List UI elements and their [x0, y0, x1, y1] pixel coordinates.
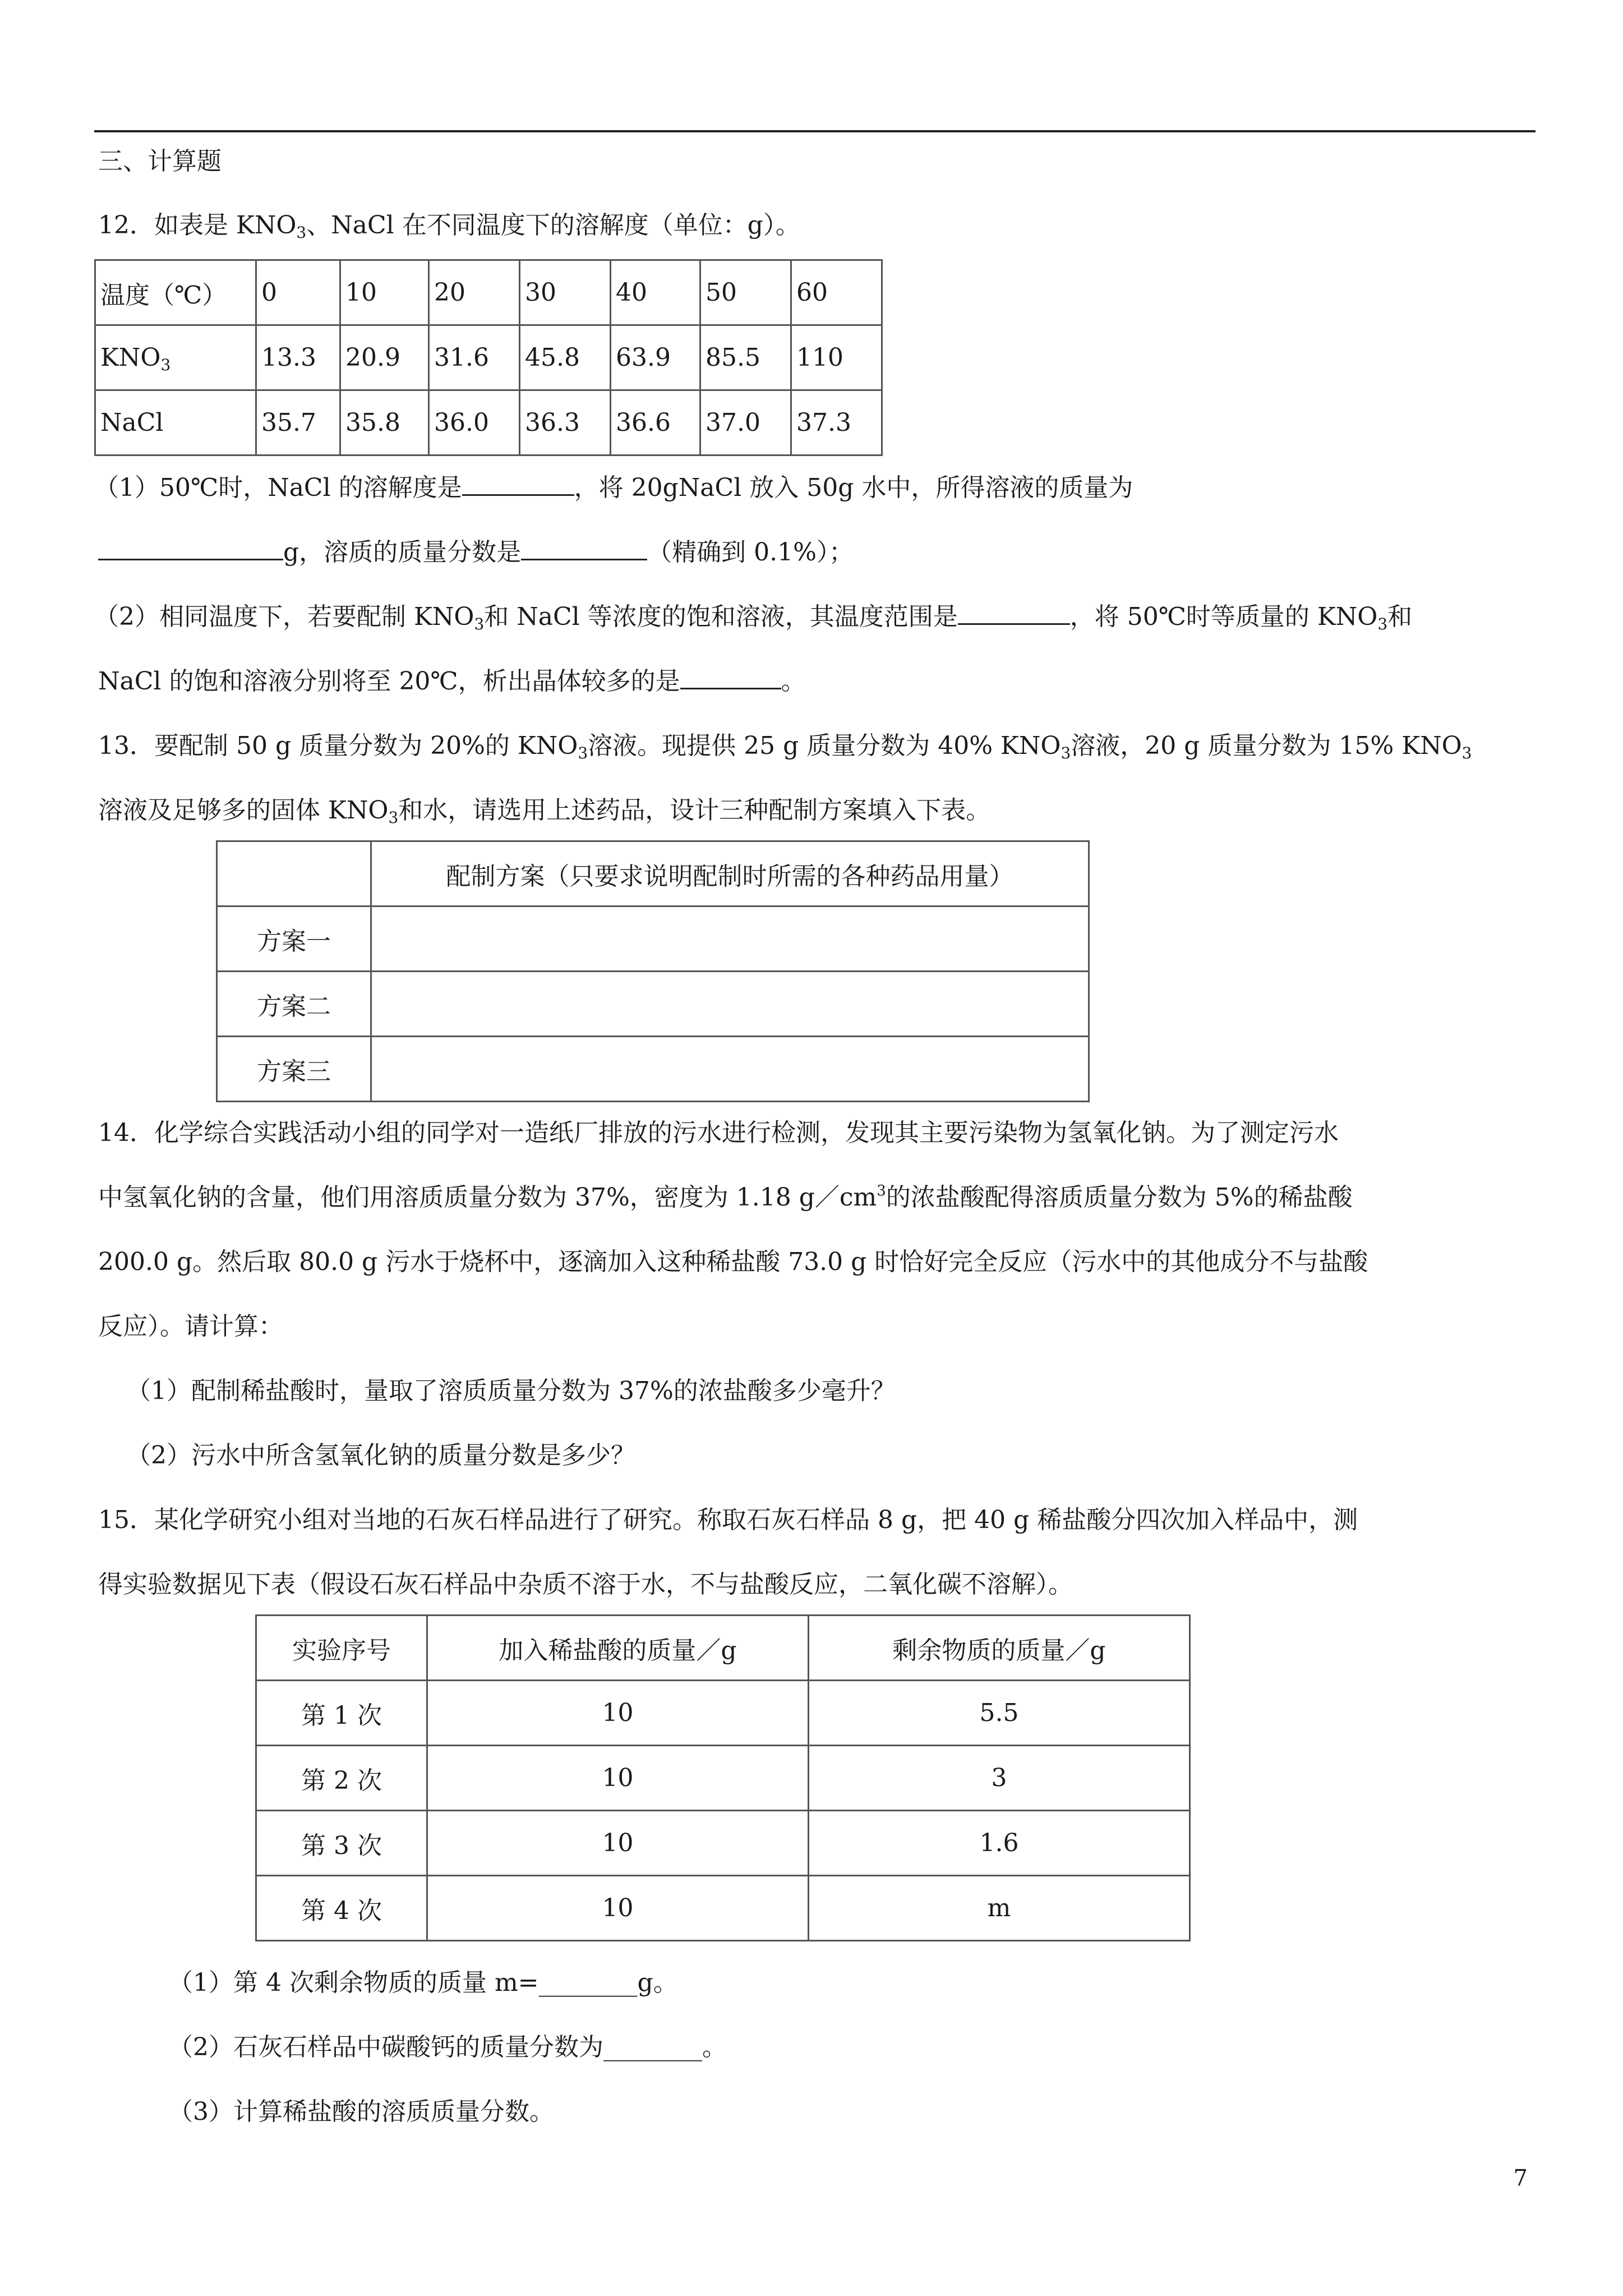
solubility-table [94, 259, 883, 456]
table-cell: 37.0 [700, 390, 791, 455]
table-cell: 110 [791, 325, 882, 390]
table-row [217, 1037, 1089, 1102]
q14-line1: 14．化学综合实践活动小组的同学对一造纸厂排放的污水进行检测，发现其主要污染物为氢氧化钠。为了测定污水 [98, 1119, 1339, 1147]
q12-part1-line2: g，溶质的质量分数是 （精确到 0.1%）； [98, 536, 854, 569]
table-cell: 36.0 [429, 390, 520, 455]
page-number: 7 [1513, 2165, 1528, 2191]
table-row [256, 1876, 1190, 1941]
table-cell: 10 [427, 1876, 809, 1941]
answer-blank[interactable] [958, 601, 1070, 625]
q14-line2: 中氢氧化钠的含量，他们用溶质质量分数为 37%，密度为 1.18 $g/cm^3$的浓盐酸配得溶质质量分数为 5%的稀盐酸 [98, 1182, 1353, 1212]
table-cell: 60 [791, 260, 882, 325]
table-cell: 31.6 [429, 325, 520, 390]
q15-line1: 15．某化学研究小组对当地的石灰石样品进行了研究。称取石灰石样品 8 g，把 40 g 稀盐酸分四次加入样品中，测 [98, 1506, 1358, 1534]
table-cell: 第 4 次 [256, 1876, 427, 1941]
answer-blank[interactable]: ________ [538, 1968, 638, 1997]
answer-blank[interactable] [462, 472, 574, 496]
table-cell: 第 1 次 [256, 1681, 427, 1746]
q14-sub2: （2）污水中所含氢氧化钠的质量分数是多少？ [126, 1441, 635, 1470]
table-row [217, 841, 1089, 907]
table-cell[interactable] [371, 972, 1089, 1037]
table-cell: 10 [427, 1811, 809, 1876]
table-cell: 35.7 [256, 390, 340, 455]
table-cell: 3 [809, 1746, 1190, 1811]
table-cell: 剩余物质的质量／g [809, 1616, 1190, 1681]
table-cell: NaCl [95, 390, 256, 455]
q15-sub1: （1）第 4 次剩余物质的质量 m=________g。 [168, 1968, 678, 1997]
q14-sub1: （1）配制稀盐酸时，量取了溶质质量分数为 37%的浓盐酸多少毫升？ [126, 1377, 896, 1405]
q12-part2-line1: （2）相同温度下，若要配制 $KNO_3$和 NaCl 等浓度的饱和溶液，其温度范围是 ，将 50℃时等质量的 $KNO_3$和 [94, 600, 1412, 634]
table-cell: 30 [520, 260, 611, 325]
table-row [217, 972, 1089, 1037]
table-cell: 40 [611, 260, 700, 325]
q13-line1: 13．要配制 50 g 质量分数为 20%的 $KNO_3$溶液。现提供 25 g 质量分数为 40% $KNO_3$溶液，20 g 质量分数为 15% $KNO_3$ [98, 731, 1472, 762]
q15-line2: 得实验数据见下表（假设石灰石样品中杂质不溶于水，不与盐酸反应，二氧化碳不溶解）。 [98, 1570, 1073, 1599]
table-cell [217, 841, 371, 907]
section-title: 三、计算题 [98, 147, 222, 176]
q15-sub3: （3）计算稀盐酸的溶质质量分数。 [168, 2097, 554, 2126]
table-cell: 36.3 [520, 390, 611, 455]
table-cell: 第 2 次 [256, 1746, 427, 1811]
q13-line2: 溶液及足够多的固体 $KNO_3$和水，请选用上述药品，设计三种配制方案填入下表。 [98, 796, 991, 827]
table-row [95, 390, 882, 455]
table-cell: m [809, 1876, 1190, 1941]
table-cell: 20.9 [340, 325, 429, 390]
table-cell: 45.8 [520, 325, 611, 390]
table-cell: 35.8 [340, 390, 429, 455]
q14-line4: 反应）。请计算： [98, 1312, 283, 1341]
plan-table [216, 840, 1090, 1102]
table-row [256, 1616, 1190, 1681]
answer-blank[interactable] [98, 536, 283, 560]
answer-blank[interactable] [680, 665, 781, 689]
table-row [95, 260, 882, 325]
table-row [256, 1811, 1190, 1876]
table-cell: 配制方案（只要求说明配制时所需的各种药品用量） [371, 841, 1089, 907]
table-cell: 36.6 [611, 390, 700, 455]
table-cell: 50 [700, 260, 791, 325]
table-cell: 5.5 [809, 1681, 1190, 1746]
table-cell: 63.9 [611, 325, 700, 390]
table-cell: 方案一 [217, 907, 371, 972]
table-cell[interactable] [371, 1037, 1089, 1102]
table-cell: 加入稀盐酸的质量／g [427, 1616, 809, 1681]
answer-blank[interactable] [521, 536, 647, 560]
table-cell: 温度（℃） [95, 260, 256, 325]
q12-stem: 12．如表是 $KNO_3$、NaCl 在不同温度下的溶解度（单位：g）。 [98, 211, 800, 242]
table-row [95, 325, 882, 390]
table-cell: 20 [429, 260, 520, 325]
table-cell: 方案二 [217, 972, 371, 1037]
table-cell: 1.6 [809, 1811, 1190, 1876]
experiment-table [255, 1614, 1191, 1941]
table-cell: 0 [256, 260, 340, 325]
table-cell: 10 [427, 1746, 809, 1811]
q12-part1-line1: （1）50℃时，NaCl 的溶解度是 ，将 20gNaCl 放入 50g 水中，所得溶液的质量为 [94, 471, 1133, 505]
table-cell[interactable] [371, 907, 1089, 972]
header-rule [94, 130, 1536, 132]
table-row [217, 907, 1089, 972]
answer-blank[interactable]: ________ [603, 2033, 702, 2062]
table-cell: 10 [340, 260, 429, 325]
q15-sub2: （2）石灰石样品中碳酸钙的质量分数为________。 [168, 2033, 727, 2062]
table-cell: 37.3 [791, 390, 882, 455]
q14-line3: 200.0 g。然后取 80.0 g 污水于烧杯中，逐滴加入这种稀盐酸 73.0 g 时恰好完全反应（污水中的其他成分不与盐酸 [98, 1248, 1368, 1276]
table-cell: 13.3 [256, 325, 340, 390]
q12-part2-line2: NaCl 的饱和溶液分别将至 20℃，析出晶体较多的是 。 [98, 665, 806, 698]
table-cell: 10 [427, 1681, 809, 1746]
table-cell: 85.5 [700, 325, 791, 390]
table-cell: 第 3 次 [256, 1811, 427, 1876]
table-cell: $KNO_3$ [95, 325, 256, 390]
table-row [256, 1746, 1190, 1811]
table-cell: 实验序号 [256, 1616, 427, 1681]
table-row [256, 1681, 1190, 1746]
table-cell: 方案三 [217, 1037, 371, 1102]
